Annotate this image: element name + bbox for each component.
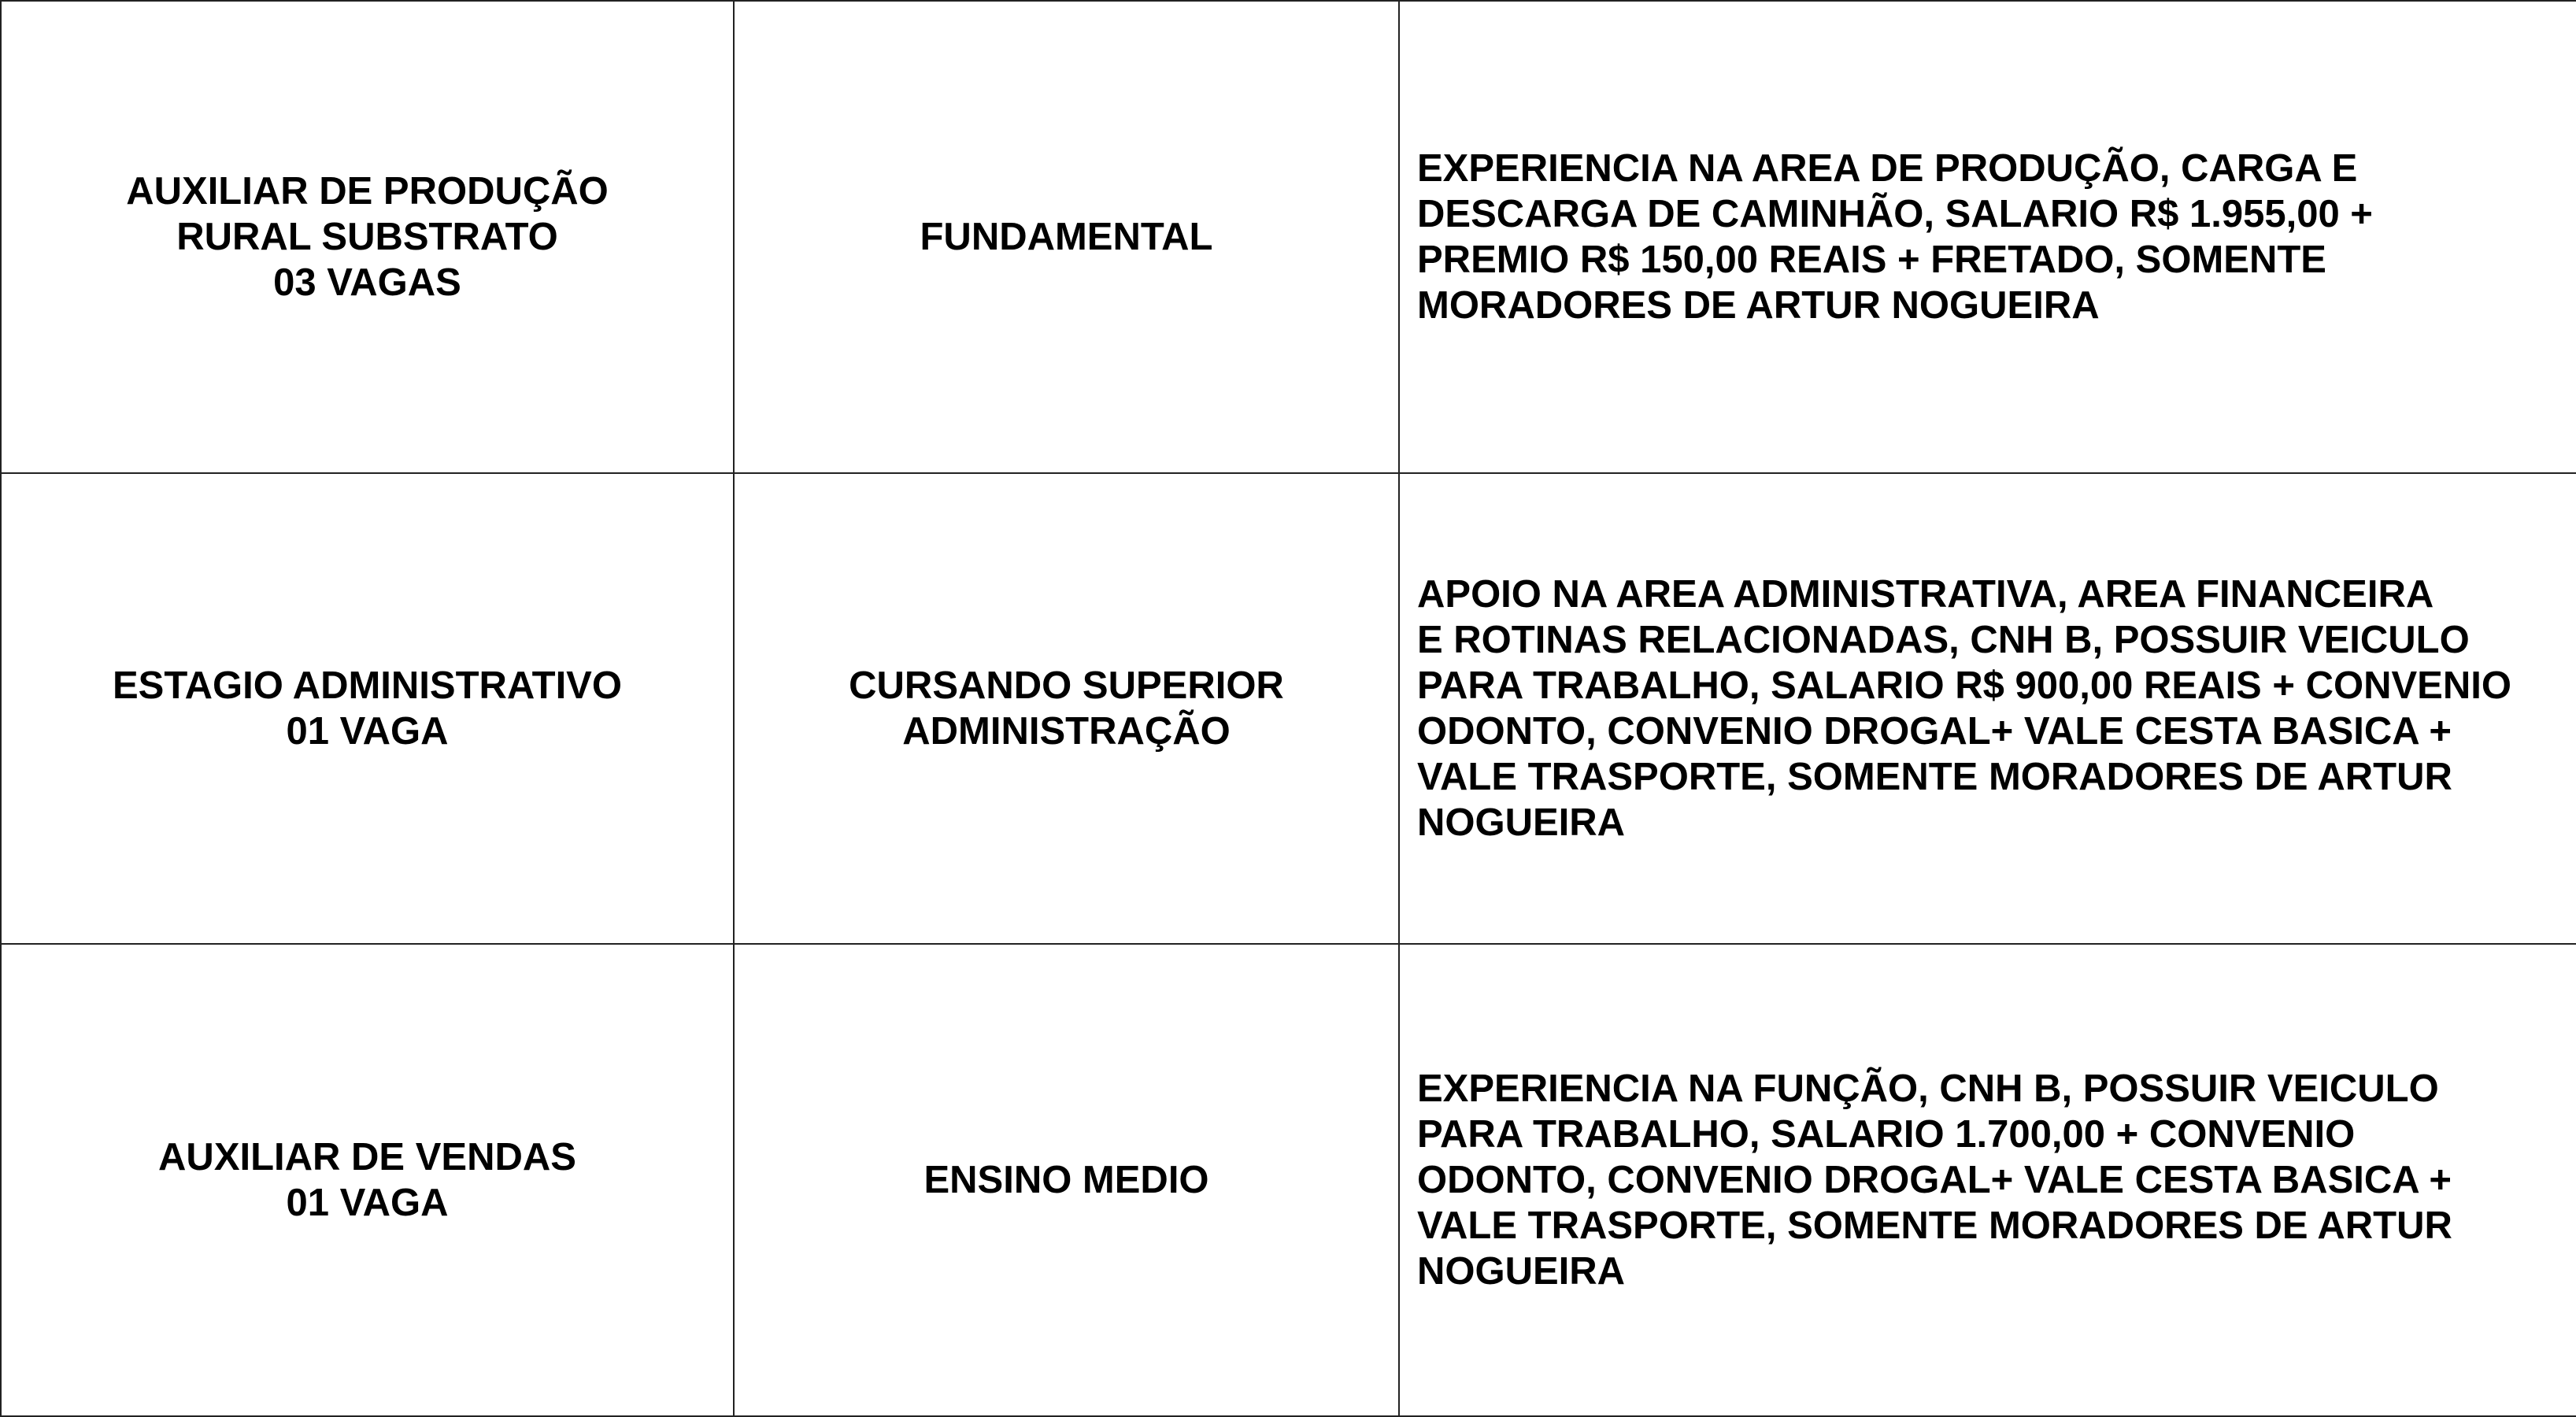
job-details-line: PARA TRABALHO, SALARIO 1.700,00 + CONVENIO [1417,1113,2356,1156]
job-vacancies: 01 VAGA [286,1182,449,1224]
job-details-line: E ROTINAS RELACIONADAS, CNH B, POSSUIR VEICULO [1417,619,2470,661]
job-position-cell [1,944,734,1416]
job-details-line: MORADORES DE ARTUR NOGUEIRA [1417,284,2100,327]
job-details-cell [1399,944,2576,1416]
job-education-line: ADMINISTRAÇÃO [902,710,1231,753]
job-position-line: RURAL SUBSTRATO [176,216,558,258]
job-details-line: EXPERIENCIA NA AREA DE PRODUÇÃO, CARGA E [1417,147,2358,190]
job-details-line: NOGUEIRA [1417,1250,1626,1293]
job-position-line: AUXILIAR DE PRODUÇÃO [126,170,609,213]
job-details-line: ODONTO, CONVENIO DROGAL+ VALE CESTA BASICA + [1417,1159,2452,1201]
job-position-cell [1,473,734,944]
job-education-cell [734,944,1399,1416]
job-position-line: AUXILIAR DE VENDAS [158,1136,576,1178]
job-details-line: APOIO NA AREA ADMINISTRATIVA, AREA FINANCEIRA [1417,573,2434,616]
job-details-line: VALE TRASPORTE, SOMENTE MORADORES DE ARTUR [1417,756,2452,798]
job-details-line: DESCARGA DE CAMINHÃO, SALARIO R$ 1.955,00 + [1417,193,2373,235]
job-vacancies: 03 VAGAS [273,261,461,304]
job-details-line: ODONTO, CONVENIO DROGAL+ VALE CESTA BASICA + [1417,710,2452,753]
job-row-auxiliar-producao [1,1,2576,473]
job-education-line: FUNDAMENTAL [920,216,1213,258]
job-vacancies: 01 VAGA [286,710,449,753]
job-details-cell [1399,473,2576,944]
job-education-cell [734,1,1399,473]
job-row-auxiliar-vendas [1,944,2576,1416]
job-education-cell [734,473,1399,944]
job-details-cell [1399,1,2576,473]
job-education-line: CURSANDO SUPERIOR [849,664,1284,707]
job-row-estagio-administrativo [1,473,2576,944]
job-details-line: PREMIO R$ 150,00 REAIS + FRETADO, SOMENTE [1417,239,2326,281]
job-position-line: ESTAGIO ADMINISTRATIVO [113,664,622,707]
job-details-line: VALE TRASPORTE, SOMENTE MORADORES DE ARTUR [1417,1204,2452,1247]
job-details-line: NOGUEIRA [1417,801,1626,844]
job-education-line: ENSINO MEDIO [923,1159,1209,1201]
job-details-line: PARA TRABALHO, SALARIO R$ 900,00 REAIS + CONVENIO [1417,664,2511,707]
job-details-line: EXPERIENCIA NA FUNÇÃO, CNH B, POSSUIR VEICULO [1417,1067,2439,1110]
job-position-cell [1,1,734,473]
